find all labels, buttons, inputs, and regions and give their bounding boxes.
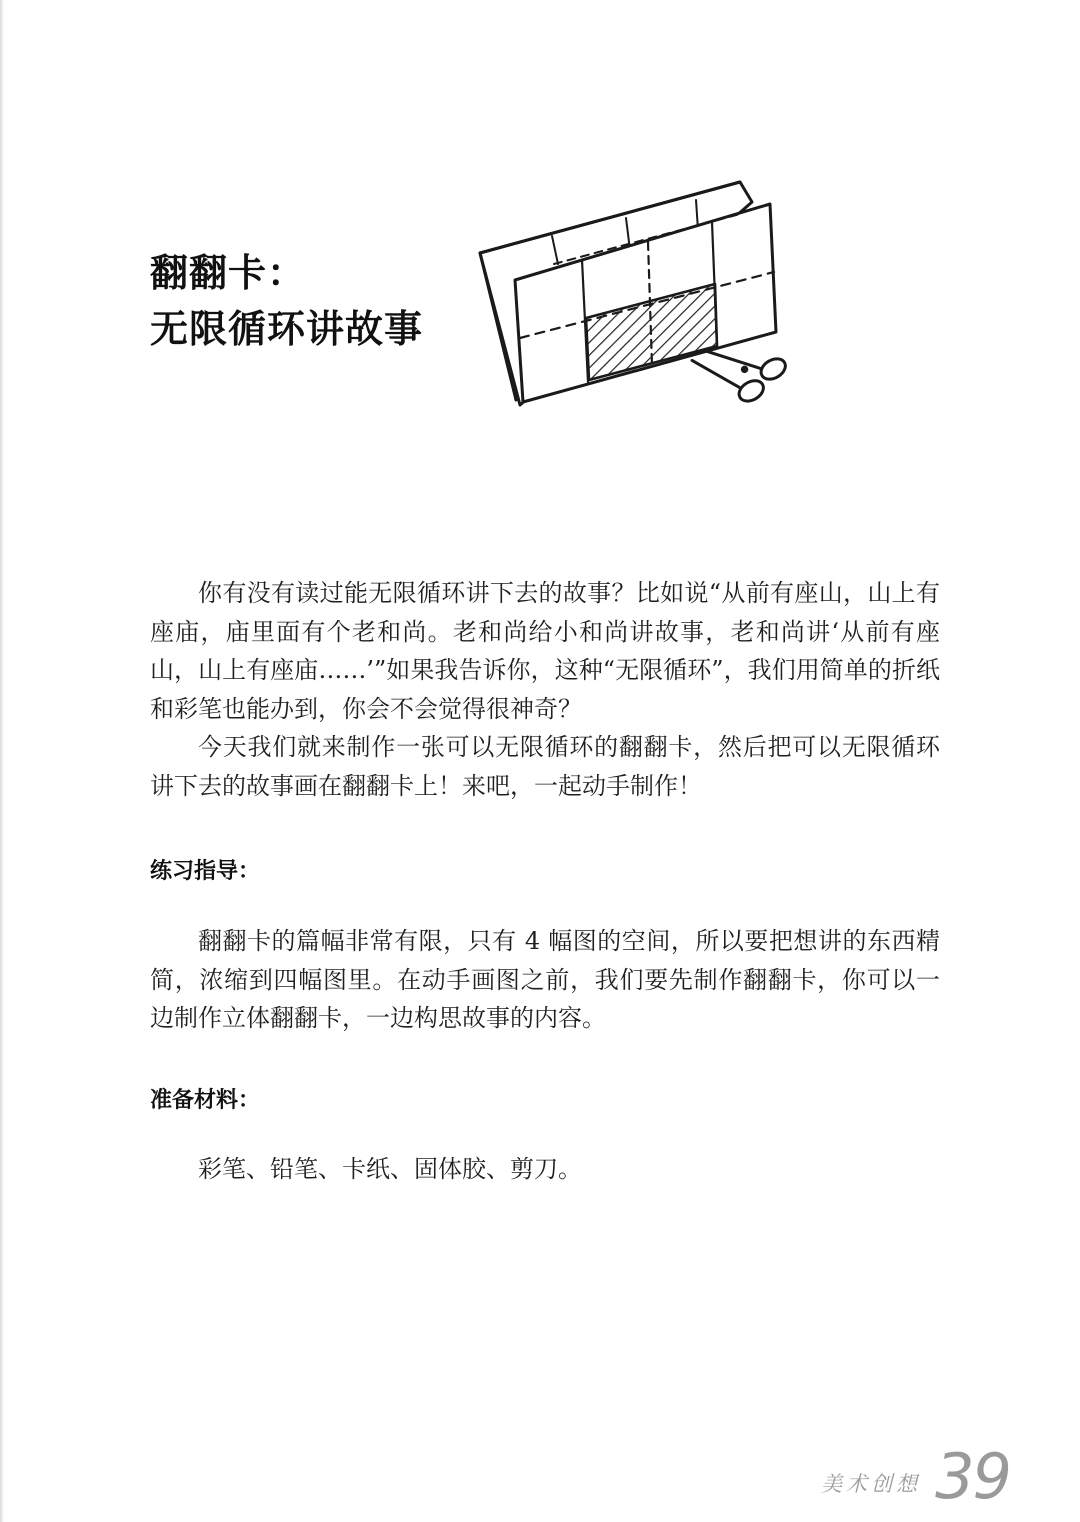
guide-heading: 练习指导： <box>150 859 261 884</box>
title-line-2: 无限循环讲故事 <box>150 306 424 351</box>
page-footer <box>821 1438 1010 1513</box>
intro-paragraph-2: 今天我们就来制作一张可以无限循环的翻翻卡，然后把可以无限循环讲下去的故事画在翻翻卡上！来吧，一起动手制作！ <box>150 733 940 800</box>
intro-text <box>150 574 940 805</box>
folded-paper-with-scissors-icon <box>440 160 820 460</box>
intro-paragraph-1: 你有没有读过能无限循环讲下去的故事？比如说“从前有座山，山上有座庙，庙里面有个老和尚。老和尚给小和尚讲故事，老和尚讲‘从前有座山，山上有座庙……’”如果我告诉你，这种“无限循环”，我们用简单的折纸和彩笔也能办到，你会不会觉得很神奇？ <box>150 579 940 723</box>
materials-paragraph: 彩笔、铅笔、卡纸、固体胶、剪刀。 <box>198 1155 582 1183</box>
page-number: 39 <box>935 1440 1010 1513</box>
materials-text <box>150 1150 940 1189</box>
guide-paragraph: 翻翻卡的篇幅非常有限，只有 4 幅图的空间，所以要把想讲的东西精简，浓缩到四幅图里。在动手画图之前，我们要先制作翻翻卡，你可以一边制作立体翻翻卡，一边构思故事的内容。 <box>150 927 940 1032</box>
page-edge <box>0 0 4 1522</box>
page-title <box>150 245 423 357</box>
title-line-1: 翻翻卡： <box>150 250 307 295</box>
materials-heading: 准备材料： <box>150 1088 261 1113</box>
guide-text <box>150 922 940 1038</box>
footer-section-label: 美术创想 <box>821 1472 922 1496</box>
